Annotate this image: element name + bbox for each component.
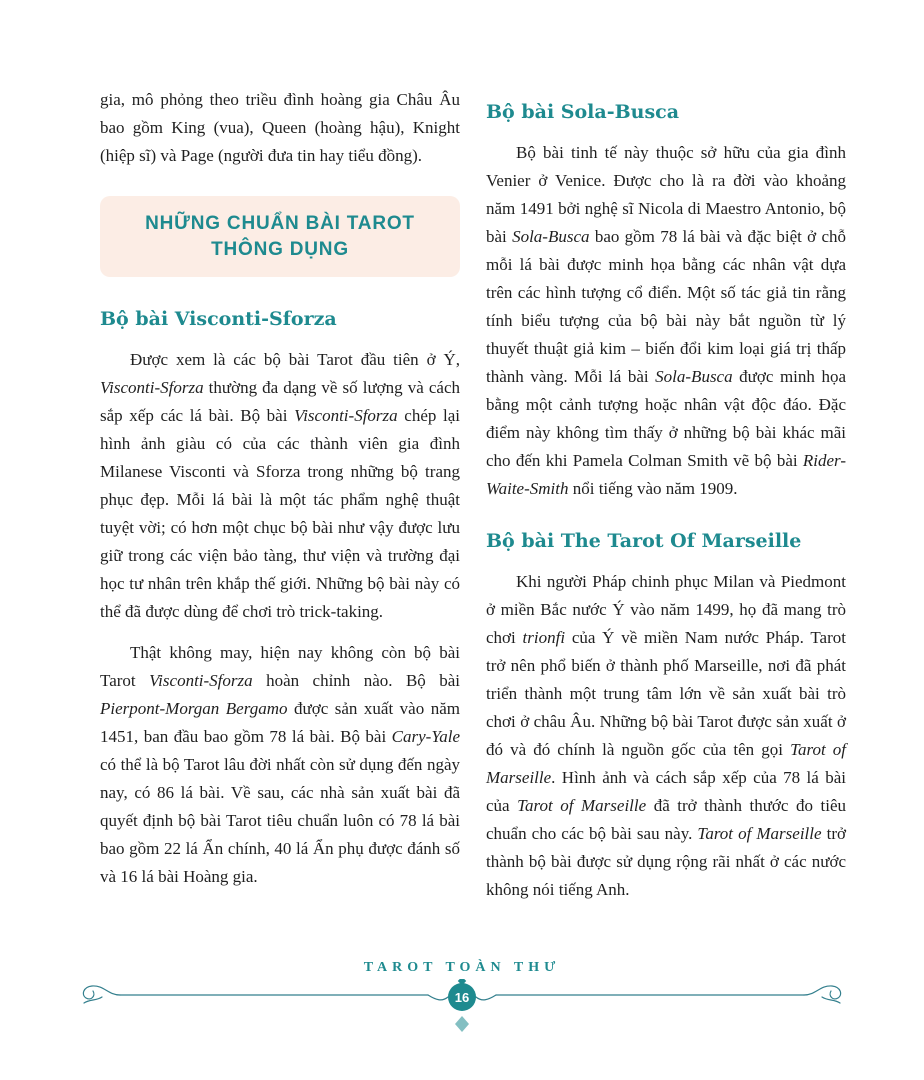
paragraph-visconti-1: Được xem là các bộ bài Tarot đầu tiên ở Ý, Visconti-Sforza thường đa dạng về số lượng và cách sắp xếp các lá bài. Bộ bài Visconti-Sforza chép lại hình ảnh giàu có của các thành viên gia đình Milanese Visconti và Sforza trong những bộ trang phục đẹp. Mỗi lá bài là một tác phẩm nghệ thuật tuyệt vời; có hơn một chục bộ bài như vậy được lưu giữ trong các viện bảo tàng, thư viện và trường đại học tư nhân trên khắp thế giới. Những bộ bài này có thể đã được dùng để chơi trò trick-taking.: [100, 350, 460, 621]
paragraph-sola-busca: Bộ bài tinh tế này thuộc sở hữu của gia đình Venier ở Venice. Được cho là ra đời vào khoảng năm 1491 bởi nghệ sĩ Nicola di Maestro Antonio, bộ bài Sola-Busca bao gồm 78 lá bài và đặc biệt ở chỗ mỗi lá bài được minh họa bằng các nhân vật dựa trên các hình tượng cổ điển. Một số tác giả tin rằng tính biểu tượng của bộ bài này bắt nguồn từ lý thuyết thuật giả kim – biến đổi kim loại giá trị thấp thành vàng. Mỗi lá bài Sola-Busca được minh họa bằng một cảnh tượng hoặc nhân vật độc đáo. Đặc điểm này không tìm thấy ở những bộ bài khác mãi cho đến khi Pamela Colman Smith vẽ bộ bài Rider-Waite-Smith nổi tiếng vào năm 1909.: [486, 143, 846, 498]
chapter-title-box: [100, 196, 460, 277]
paragraph-visconti-2: Thật không may, hiện nay không còn bộ bài Tarot Visconti-Sforza hoàn chỉnh nào. Bộ bài Pierpont-Morgan Bergamo được sản xuất vào năm 1451, ban đầu bao gồm 78 lá bài. Bộ bài Cary-Yale có thể là bộ Tarot lâu đời nhất còn sử dụng đến ngày nay, có 86 lá bài. Về sau, các nhà sản xuất bài đã quyết định bộ bài Tarot tiêu chuẩn luôn có 78 lá bài bao gồm 22 lá Ẩn chính, 40 lá Ẩn phụ được đánh số và 16 lá bài Hoàng gia.: [100, 643, 460, 886]
page-footer: [0, 960, 924, 1035]
pendant-diamond-icon: [455, 1016, 469, 1032]
footer-flourish-ornament: [78, 979, 846, 1035]
book-title: TAROT TOÀN THƯ: [363, 960, 561, 975]
left-column: [100, 86, 460, 917]
page-number: 16: [454, 990, 470, 1005]
continuation-paragraph: gia, mô phỏng theo triều đình hoàng gia Châu Âu bao gồm King (vua), Queen (hoàng hậu), Knight (hiệp sĩ) và Page (người đưa tin hay tiểu đồng).: [100, 90, 460, 165]
section-heading-visconti-sforza: Bộ bài Visconti-Sforza: [100, 308, 337, 330]
section-heading-tarot-of-marseille: Bộ bài The Tarot Of Marseille: [486, 530, 802, 552]
badge-left-leaf-icon: [428, 995, 448, 1000]
chapter-title-line-2: THÔNG DỤNG: [211, 239, 349, 260]
badge-right-leaf-icon: [476, 995, 496, 1000]
chapter-title-line-1: NHỮNG CHUẨN BÀI TAROT: [145, 213, 415, 234]
two-column-layout: [100, 86, 846, 917]
section-heading-sola-busca: Bộ bài Sola-Busca: [486, 101, 680, 123]
right-column: [486, 86, 846, 917]
paragraph-tarot-of-marseille: Khi người Pháp chinh phục Milan và Piedmont ở miền Bắc nước Ý vào năm 1499, họ đã mang trò chơi trionfi của Ý về miền Nam nước Pháp. Tarot trở nên phổ biến ở thành phố Marseille, nơi đã phát triển thành một trung tâm lớn về sản xuất bài trò chơi ở châu Âu. Những bộ bài Tarot được sản xuất ở đó và đó chính là nguồn gốc của tên gọi Tarot of Marseille. Hình ảnh và cách sắp xếp của 78 lá bài của Tarot of Marseille đã trở thành thước đo tiêu chuẩn cho các bộ bài sau này. Tarot of Marseille trở thành bộ bài được sử dụng rộng rãi nhất ở các nước không nói tiếng Anh.: [486, 572, 847, 899]
